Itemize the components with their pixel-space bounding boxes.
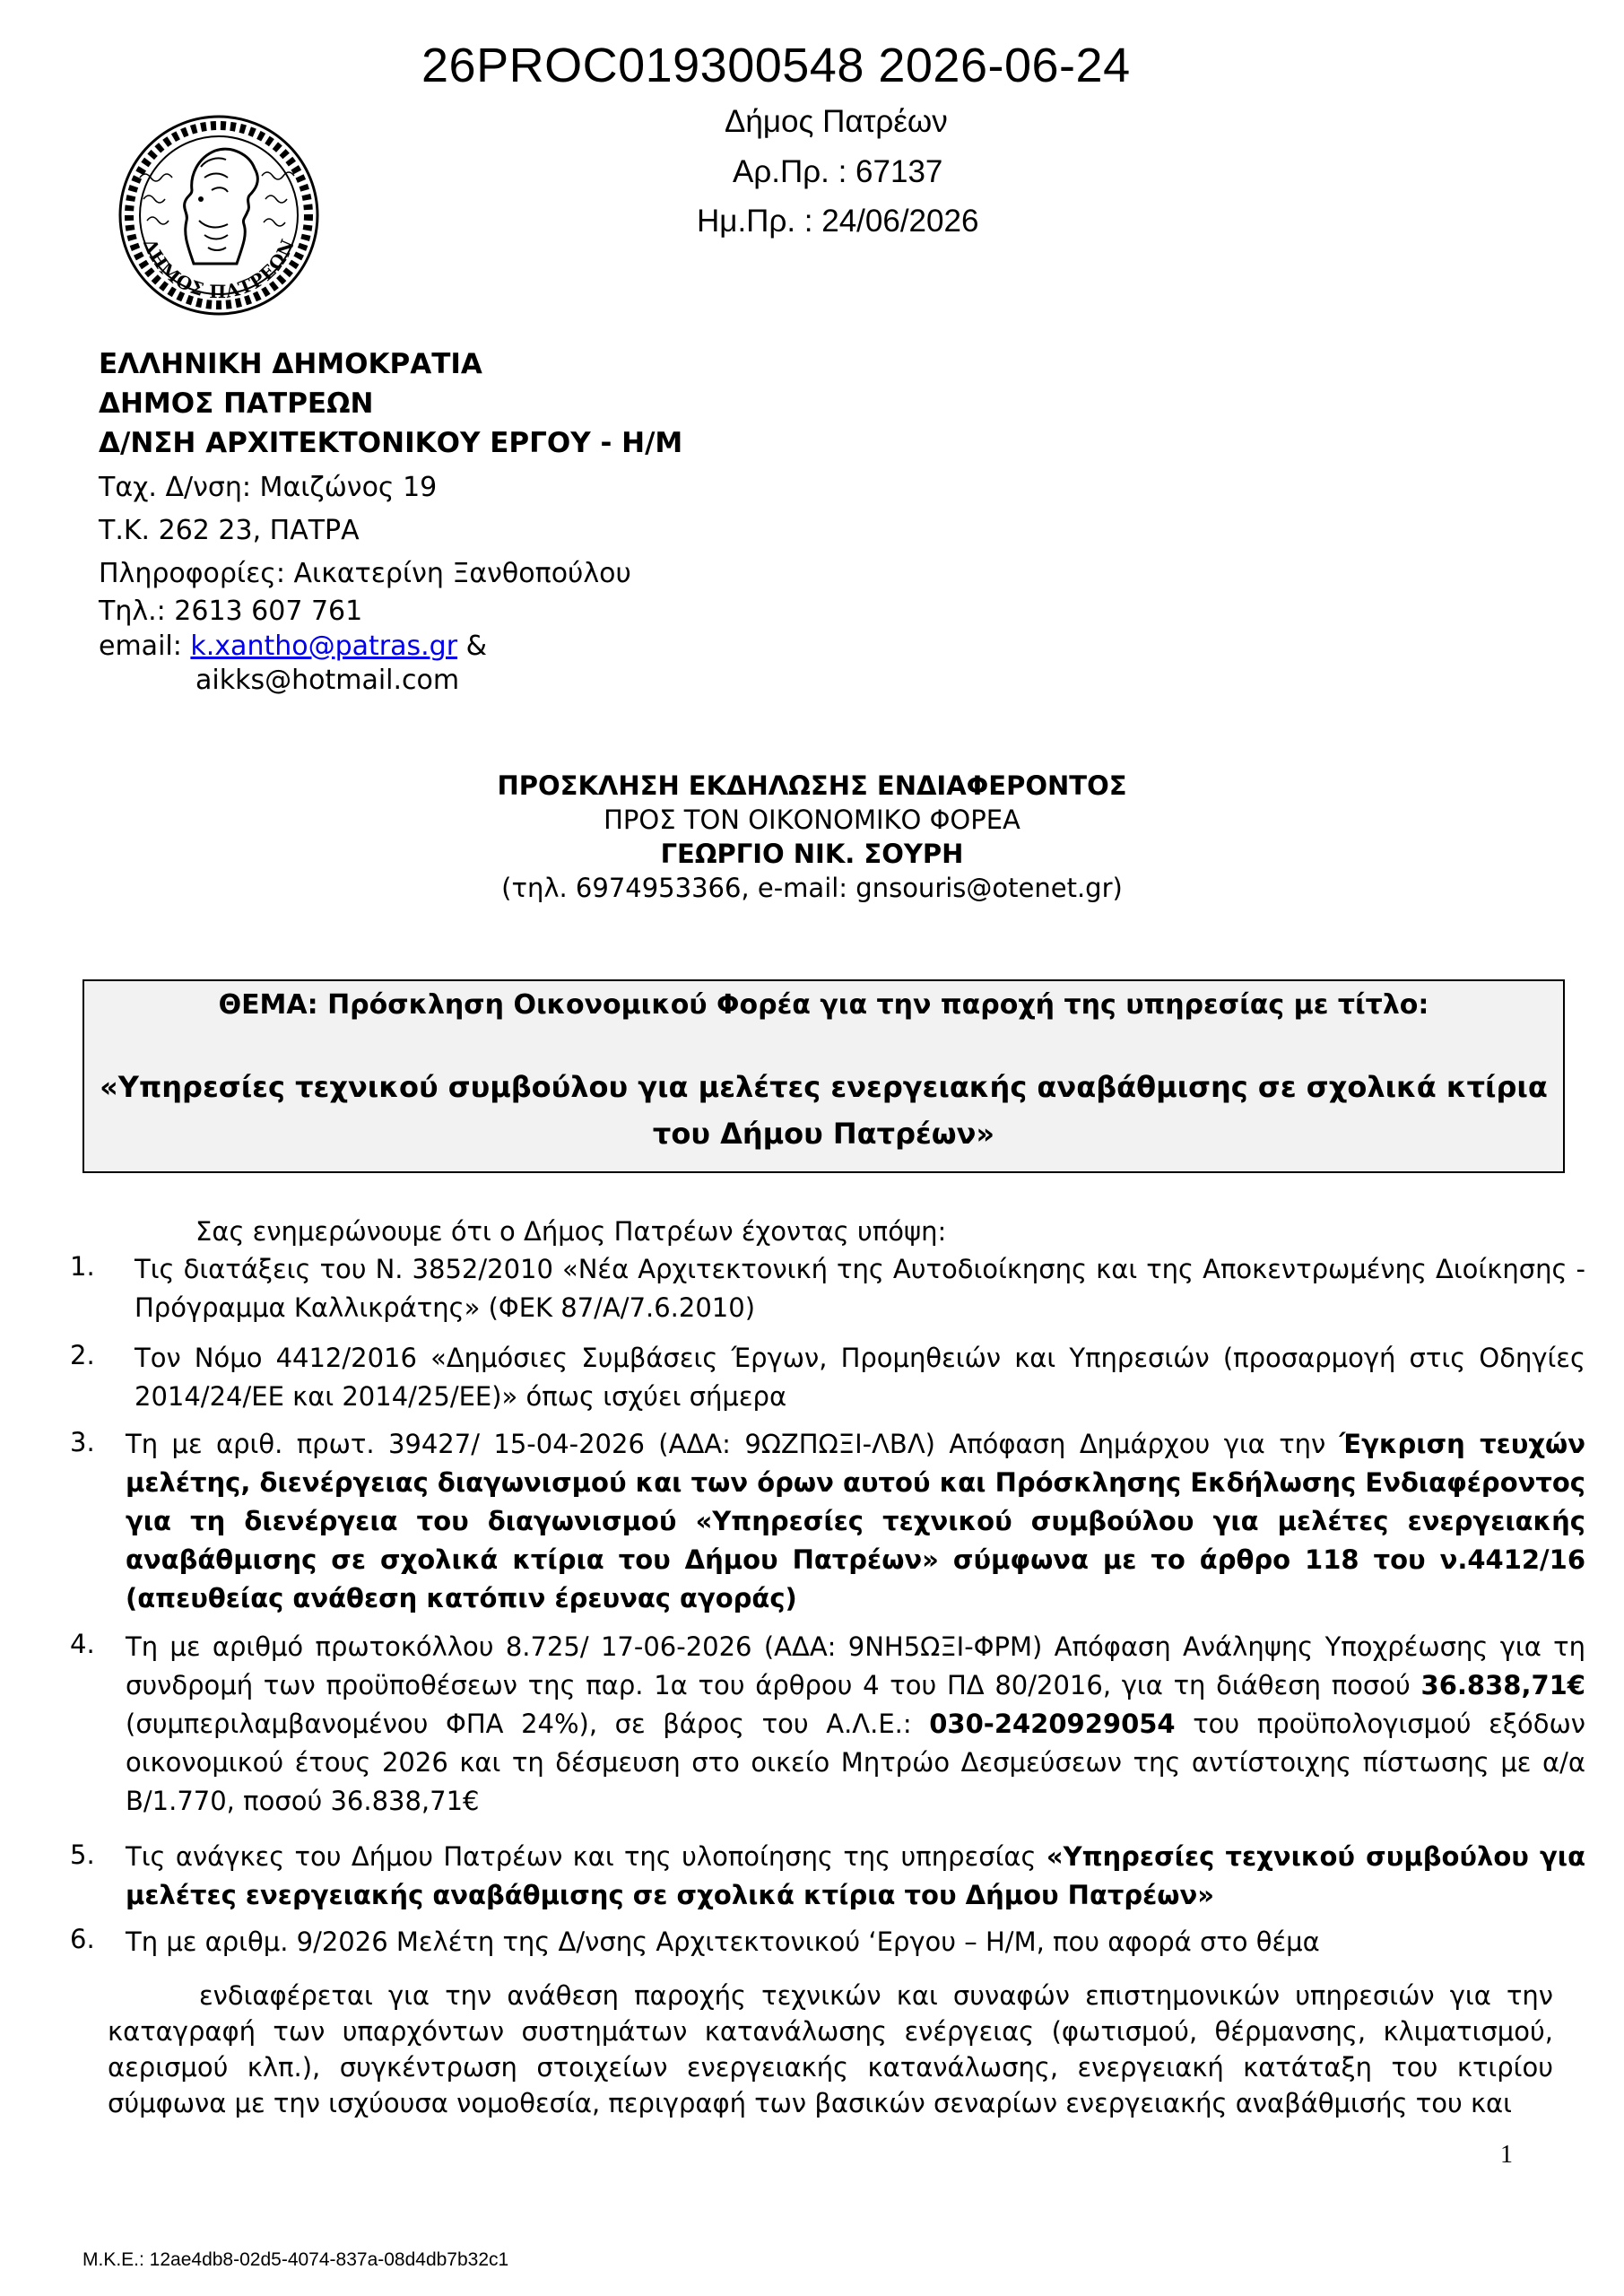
subject-title <box>84 1064 1563 1157</box>
item-4-text-a: Τη με αριθμό πρωτοκόλλου 8.725/ 17-06-2026 (ΑΔΑ: 9ΝΗ5ΩΞΙ-ΦΡΜ) Απόφαση Ανάληψης Υποχρέωσης για τη συνδρομή των προϋποθέσεων της παρ. 1α του άρθρου 4 του ΠΔ 80/2016, για τη διάθεση ποσού <box>126 1631 1585 1700</box>
item-number: 2. <box>70 1340 95 1370</box>
item-3-bold-text: Έγκριση τευχών μελέτης, διενέργειας διαγωνισμού και των όρων αυτού και Πρόσκλησης Εκδήλωσης Ενδιαφέροντος για τη διενέργεια του διαγωνισμού «Υπηρεσίες τεχνικού συμβούλου για μελέτες ενεργειακής αναβάθμισης σε σχολικά κτίρια του Δήμου Πατρέων» σύμφωνα με το άρθρο 118 του ν.4412/16 (απευθείας ανάθεση κατόπιν έρευνας αγοράς) <box>126 1429 1585 1613</box>
email-label: email: <box>99 631 191 662</box>
sender-line-2: ΔΗΜΟΣ ΠΑΤΡΕΩΝ <box>99 387 374 420</box>
invitation-recipient-name: ΓΕΩΡΓΙΟ ΝΙΚ. ΣΟΥΡΗ <box>660 839 964 869</box>
sender-address: Ταχ. Δ/νση: Μαιζώνος 19 <box>99 472 438 503</box>
closing-paragraph: ενδιαφέρεται για την ανάθεση παροχής τεχνικών και συναφών επιστημονικών υπηρεσιών για την καταγραφή των υπαρχόντων συστημάτων κατανάλωσης ενέργειας (φωτισμού, θέρμανσης, κλιματισμού, αερισμού κλπ.), συγκέντρωση στοιχείων ενεργειακής κατανάλωσης, ενεργειακή κατάταξη του κτιρίου σύμφωνα με την ισχύουσα νομοθεσία, περιγραφή των βασικών σεναρίων ενεργειακής αναβάθμισής του και <box>108 1980 1553 2118</box>
item-number: 3. <box>70 1427 95 1457</box>
list-item <box>126 1838 1585 1915</box>
invitation-recipient-contact: (τηλ. 6974953366, e-mail: gnsouris@otenet.gr) <box>501 873 1123 903</box>
item-4-text-c: του προϋπολογισμού εξόδων οικονομικού έτους 2026 και τη δέσμευση στο οικείο Μητρώο Δεσμεύσεων της αντίστοιχης πίστωσης με α/α Β/1.770, ποσού 36.838,71€ <box>126 1709 1585 1816</box>
subject-line-2: «Υπηρεσίες τεχνικού συμβούλου για μελέτες ενεργειακής αναβάθμισης σε σχολικά κτίρια <box>100 1070 1548 1104</box>
item-4-ale-code: 030-2420929054 <box>929 1709 1176 1739</box>
email-separator: & <box>457 631 487 662</box>
list-item: Τον Νόμο 4412/2016 «Δημόσιες Συμβάσεις Έργων, Προμηθειών και Υπηρεσιών (προσαρμογή στις Οδηγίες 2014/24/ΕΕ και 2014/25/ΕΕ)» όπως ισχύει σήμερα <box>135 1343 1585 1412</box>
item-number: 5. <box>70 1839 95 1870</box>
invitation-title: ΠΡΟΣΚΛΗΣΗ ΕΚΔΗΛΩΣΗΣ ΕΝΔΙΑΦΕΡΟΝΤΟΣ <box>497 770 1127 801</box>
list-item: Τις διατάξεις του Ν. 3852/2010 «Νέα Αρχιτεκτονική της Αυτοδιοίκησης και της Αποκεντρωμένης Διοίκησης - Πρόγραμμα Καλλικράτης» (ΦΕΚ 87/Α/7.6.2010) <box>135 1254 1585 1323</box>
item-number: 1. <box>70 1251 95 1282</box>
list-item <box>126 1425 1585 1618</box>
sender-line-3: Δ/ΝΣΗ ΑΡΧΙΤΕΚΤΟΝΙΚΟΥ ΕΡΓΟΥ - Η/Μ <box>99 427 683 459</box>
municipality-seal-logo <box>111 113 326 332</box>
list-item <box>126 1628 1585 1821</box>
subject-box <box>83 979 1565 1173</box>
list-item: Τη με αριθμ. 9/2026 Μελέτη της Δ/νσης Αρχιτεκτονικού ‘Εργου – Η/Μ, που αφορά στο θέμα <box>126 1926 1320 1957</box>
protocol-number: Αρ.Πρ. : 67137 <box>733 154 943 189</box>
seal-text: ΔΗΜΟΣ ΠΑΤΡΕΩΝ <box>138 235 300 303</box>
municipality-name: Δήμος Πατρέων <box>725 104 948 139</box>
item-4-amount: 36.838,71€ <box>1420 1670 1585 1700</box>
invitation-recipient-label: ΠΡΟΣ ΤΟΝ ΟΙΚΟΝΟΜΙΚΟ ΦΟΡΕΑ <box>604 804 1020 835</box>
document-id: 26PROC019300548 2026-06-24 <box>421 39 1131 92</box>
item-5-bold-text: «Υπηρεσίες τεχνικού συμβούλου για μελέτες ενεργειακής αναβάθμισης σε σχολικά κτίρια του Δήμου Πατρέων» <box>126 1841 1585 1910</box>
item-number: 6. <box>70 1924 95 1954</box>
sender-info-contact: Πληροφορίες: Αικατερίνη Ξανθοπούλου <box>99 558 631 589</box>
subject-line-1: ΘΕΜΑ: Πρόσκληση Οικονομικού Φορέα για την παροχή της υπηρεσίας με τίτλο: <box>218 989 1429 1021</box>
item-number: 4. <box>70 1629 95 1659</box>
page-number: 1 <box>1500 2141 1513 2169</box>
item-4-text-b: (συμπεριλαμβανομένου ΦΠΑ 24%), σε βάρος του Α.Λ.Ε.: <box>126 1709 930 1739</box>
intro-text: Σας ενημερώνουμε ότι ο Δήμος Πατρέων έχοντας υπόψη: <box>195 1216 947 1247</box>
sender-line-1: ΕΛΛΗΝΙΚΗ ΔΗΜΟΚΡΑΤΙΑ <box>99 348 482 380</box>
email-link[interactable]: k.xantho@patras.gr <box>190 631 458 662</box>
protocol-date: Ημ.Πρ. : 24/06/2026 <box>697 204 979 239</box>
sender-email-line <box>99 631 487 662</box>
footer-mke: Μ.Κ.Ε.: 12ae4db8-02d5-4074-837a-08d4db7b32c1 <box>83 2249 509 2270</box>
subject-line-3: του Δήμου Πατρέων» <box>652 1117 995 1151</box>
item-5-text: Τις ανάγκες του Δήμου Πατρέων και της υλοποίησης της υπηρεσίας <box>126 1841 1046 1872</box>
item-3-text: Τη με αριθ. πρωτ. 39427/ 15-04-2026 (ΑΔΑ: 9ΩΖΠΩΞΙ-ΛΒΛ) Απόφαση Δημάρχου για την <box>126 1429 1340 1459</box>
sender-postal-code: Τ.Κ. 262 23, ΠΑΤΡΑ <box>99 515 360 546</box>
sender-email-secondary: aikks@hotmail.com <box>195 665 460 696</box>
sender-phone: Τηλ.: 2613 607 761 <box>99 596 363 627</box>
